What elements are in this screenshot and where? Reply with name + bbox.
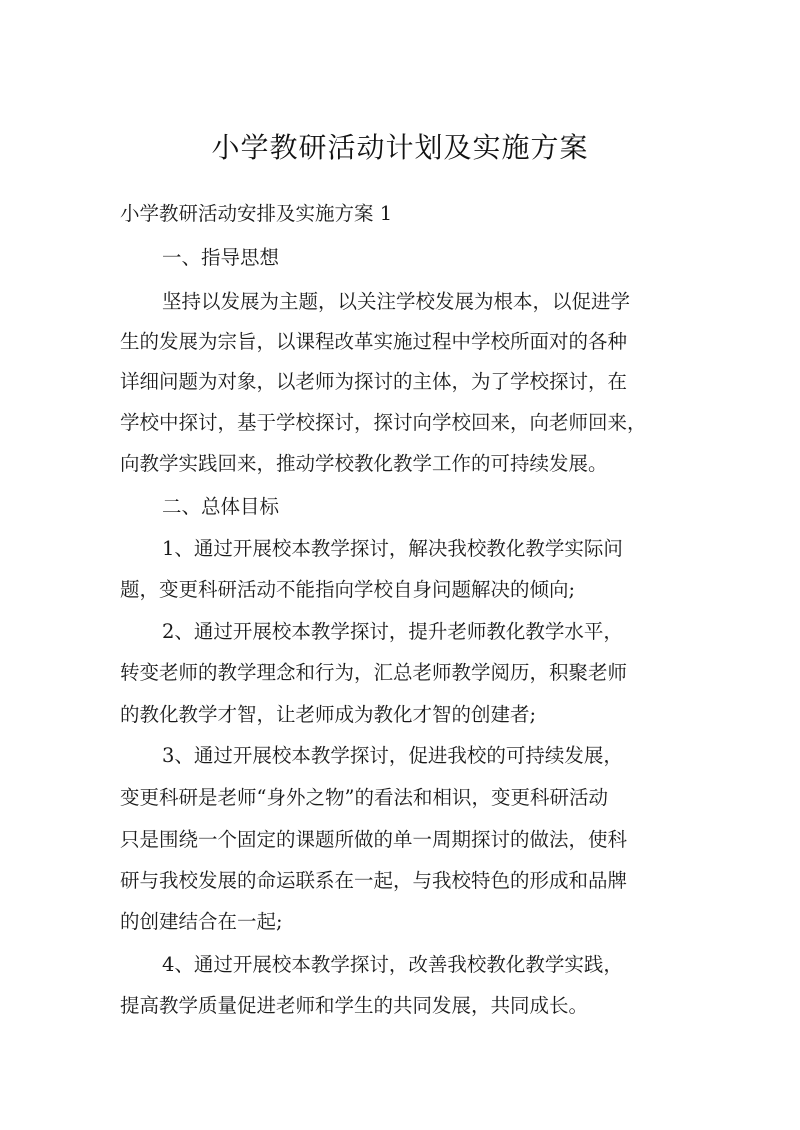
paragraph-line: 2、通过开展校本教学探讨，提升老师教化教学水平， [162, 620, 623, 643]
paragraph-line: 学校中探讨，基于学校探讨，探讨向学校回来，向老师回来， [120, 411, 647, 434]
paragraph-line: 的教化教学才智，让老师成为教化才智的创建者; [120, 703, 537, 726]
section-heading-plan: 小学教研活动安排及实施方案 1 [120, 202, 393, 225]
paragraph-line: 变更科研是老师“身外之物”的看法和相识，变更科研活动 [120, 786, 608, 809]
paragraph-line: 只是围绕一个固定的课题所做的单一周期探讨的做法，使科 [120, 828, 628, 851]
document-title: 小学教研活动计划及实施方案 [211, 131, 589, 164]
paragraph-line: 题，变更科研活动不能指向学校自身问题解决的倾向; [120, 578, 576, 601]
heading-overall-goals: 二、总体目标 [162, 495, 280, 518]
paragraph-line: 研与我校发展的命运联系在一起，与我校特色的形成和品牌 [120, 869, 628, 892]
paragraph-line: 4、通过开展校本教学探讨，改善我校教化教学实践， [162, 953, 623, 976]
paragraph-line: 生的发展为宗旨，以课程改革实施过程中学校所面对的各种 [120, 330, 628, 353]
paragraph-line: 转变老师的教学理念和行为，汇总老师教学阅历，积聚老师 [120, 661, 628, 684]
heading-guiding-ideology: 一、指导思想 [162, 246, 280, 269]
paragraph-line: 1、通过开展校本教学探讨，解决我校教化教学实际问 [162, 537, 623, 560]
paragraph-line: 提高教学质量促进老师和学生的共同发展，共同成长。 [120, 994, 589, 1017]
paragraph-line: 坚持以发展为主题，以关注学校发展为根本，以促进学 [162, 290, 631, 313]
paragraph-line: 3、通过开展校本教学探讨，促进我校的可持续发展， [162, 744, 623, 767]
paragraph-line: 向教学实践回来，推动学校教化教学工作的可持续发展。 [120, 452, 608, 475]
paragraph-line: 的创建结合在一起; [120, 910, 283, 933]
paragraph-line: 详细问题为对象，以老师为探讨的主体，为了学校探讨，在 [120, 370, 628, 393]
